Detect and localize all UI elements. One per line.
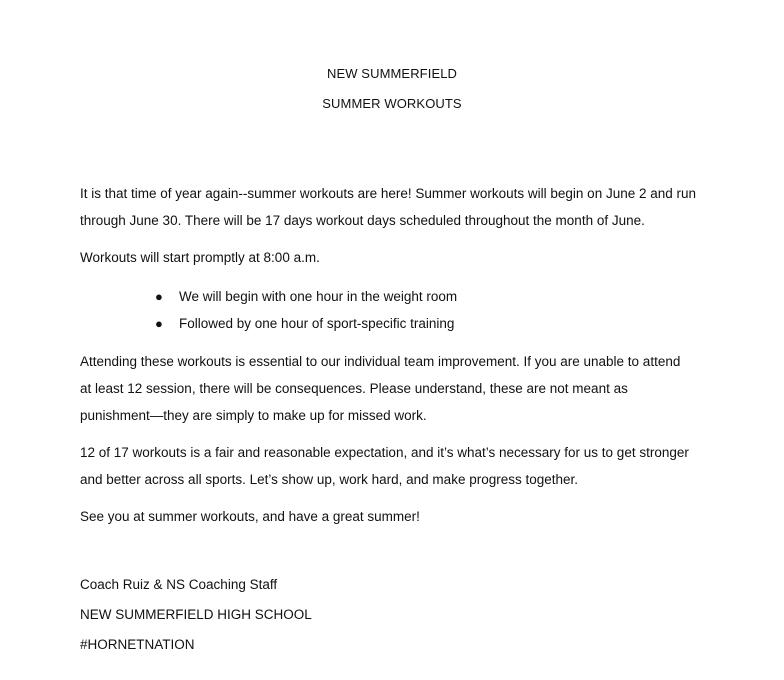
paragraph-attendance-line-2: at least 12 session, there will be consequences. Please understand, these are not meant as [80, 381, 628, 396]
bullet-icon: ● [155, 316, 163, 331]
paragraph-closing: See you at summer workouts, and have a great summer! [80, 509, 420, 524]
paragraph-expectation-line-2: and better across all sports. Let’s show up, work hard, and make progress together. [80, 472, 579, 487]
list-item [155, 289, 457, 304]
paragraph-intro-line-2: through June 30. There will be 17 days workout days scheduled throughout the month of June. [80, 213, 645, 228]
bullet-icon: ● [155, 289, 163, 304]
paragraph-intro-line-1: It is that time of year again--summer workouts are here! Summer workouts will begin on June 2 and run [80, 186, 697, 201]
header-school-name: NEW SUMMERFIELD [326, 66, 458, 81]
signature-school: NEW SUMMERFIELD HIGH SCHOOL [80, 607, 312, 622]
list-item-text: Followed by one hour of sport-specific training [179, 316, 455, 331]
list-item-text: We will begin with one hour in the weight room [179, 289, 458, 304]
signature-hashtag: #HORNETNATION [80, 637, 195, 652]
paragraph-attendance-line-3: punishment—they are simply to make up for missed work. [80, 408, 427, 423]
header-document-title: SUMMER WORKOUTS [322, 96, 462, 111]
list-item [155, 316, 454, 331]
signature-name: Coach Ruiz & NS Coaching Staff [80, 577, 278, 592]
paragraph-start-time: Workouts will start promptly at 8:00 a.m. [80, 250, 320, 265]
paragraph-expectation-line-1: 12 of 17 workouts is a fair and reasonable expectation, and it’s what’s necessary for us to get stronger [80, 445, 689, 460]
paragraph-attendance-line-1: Attending these workouts is essential to our individual team improvement. If you are unable to attend [80, 354, 681, 369]
